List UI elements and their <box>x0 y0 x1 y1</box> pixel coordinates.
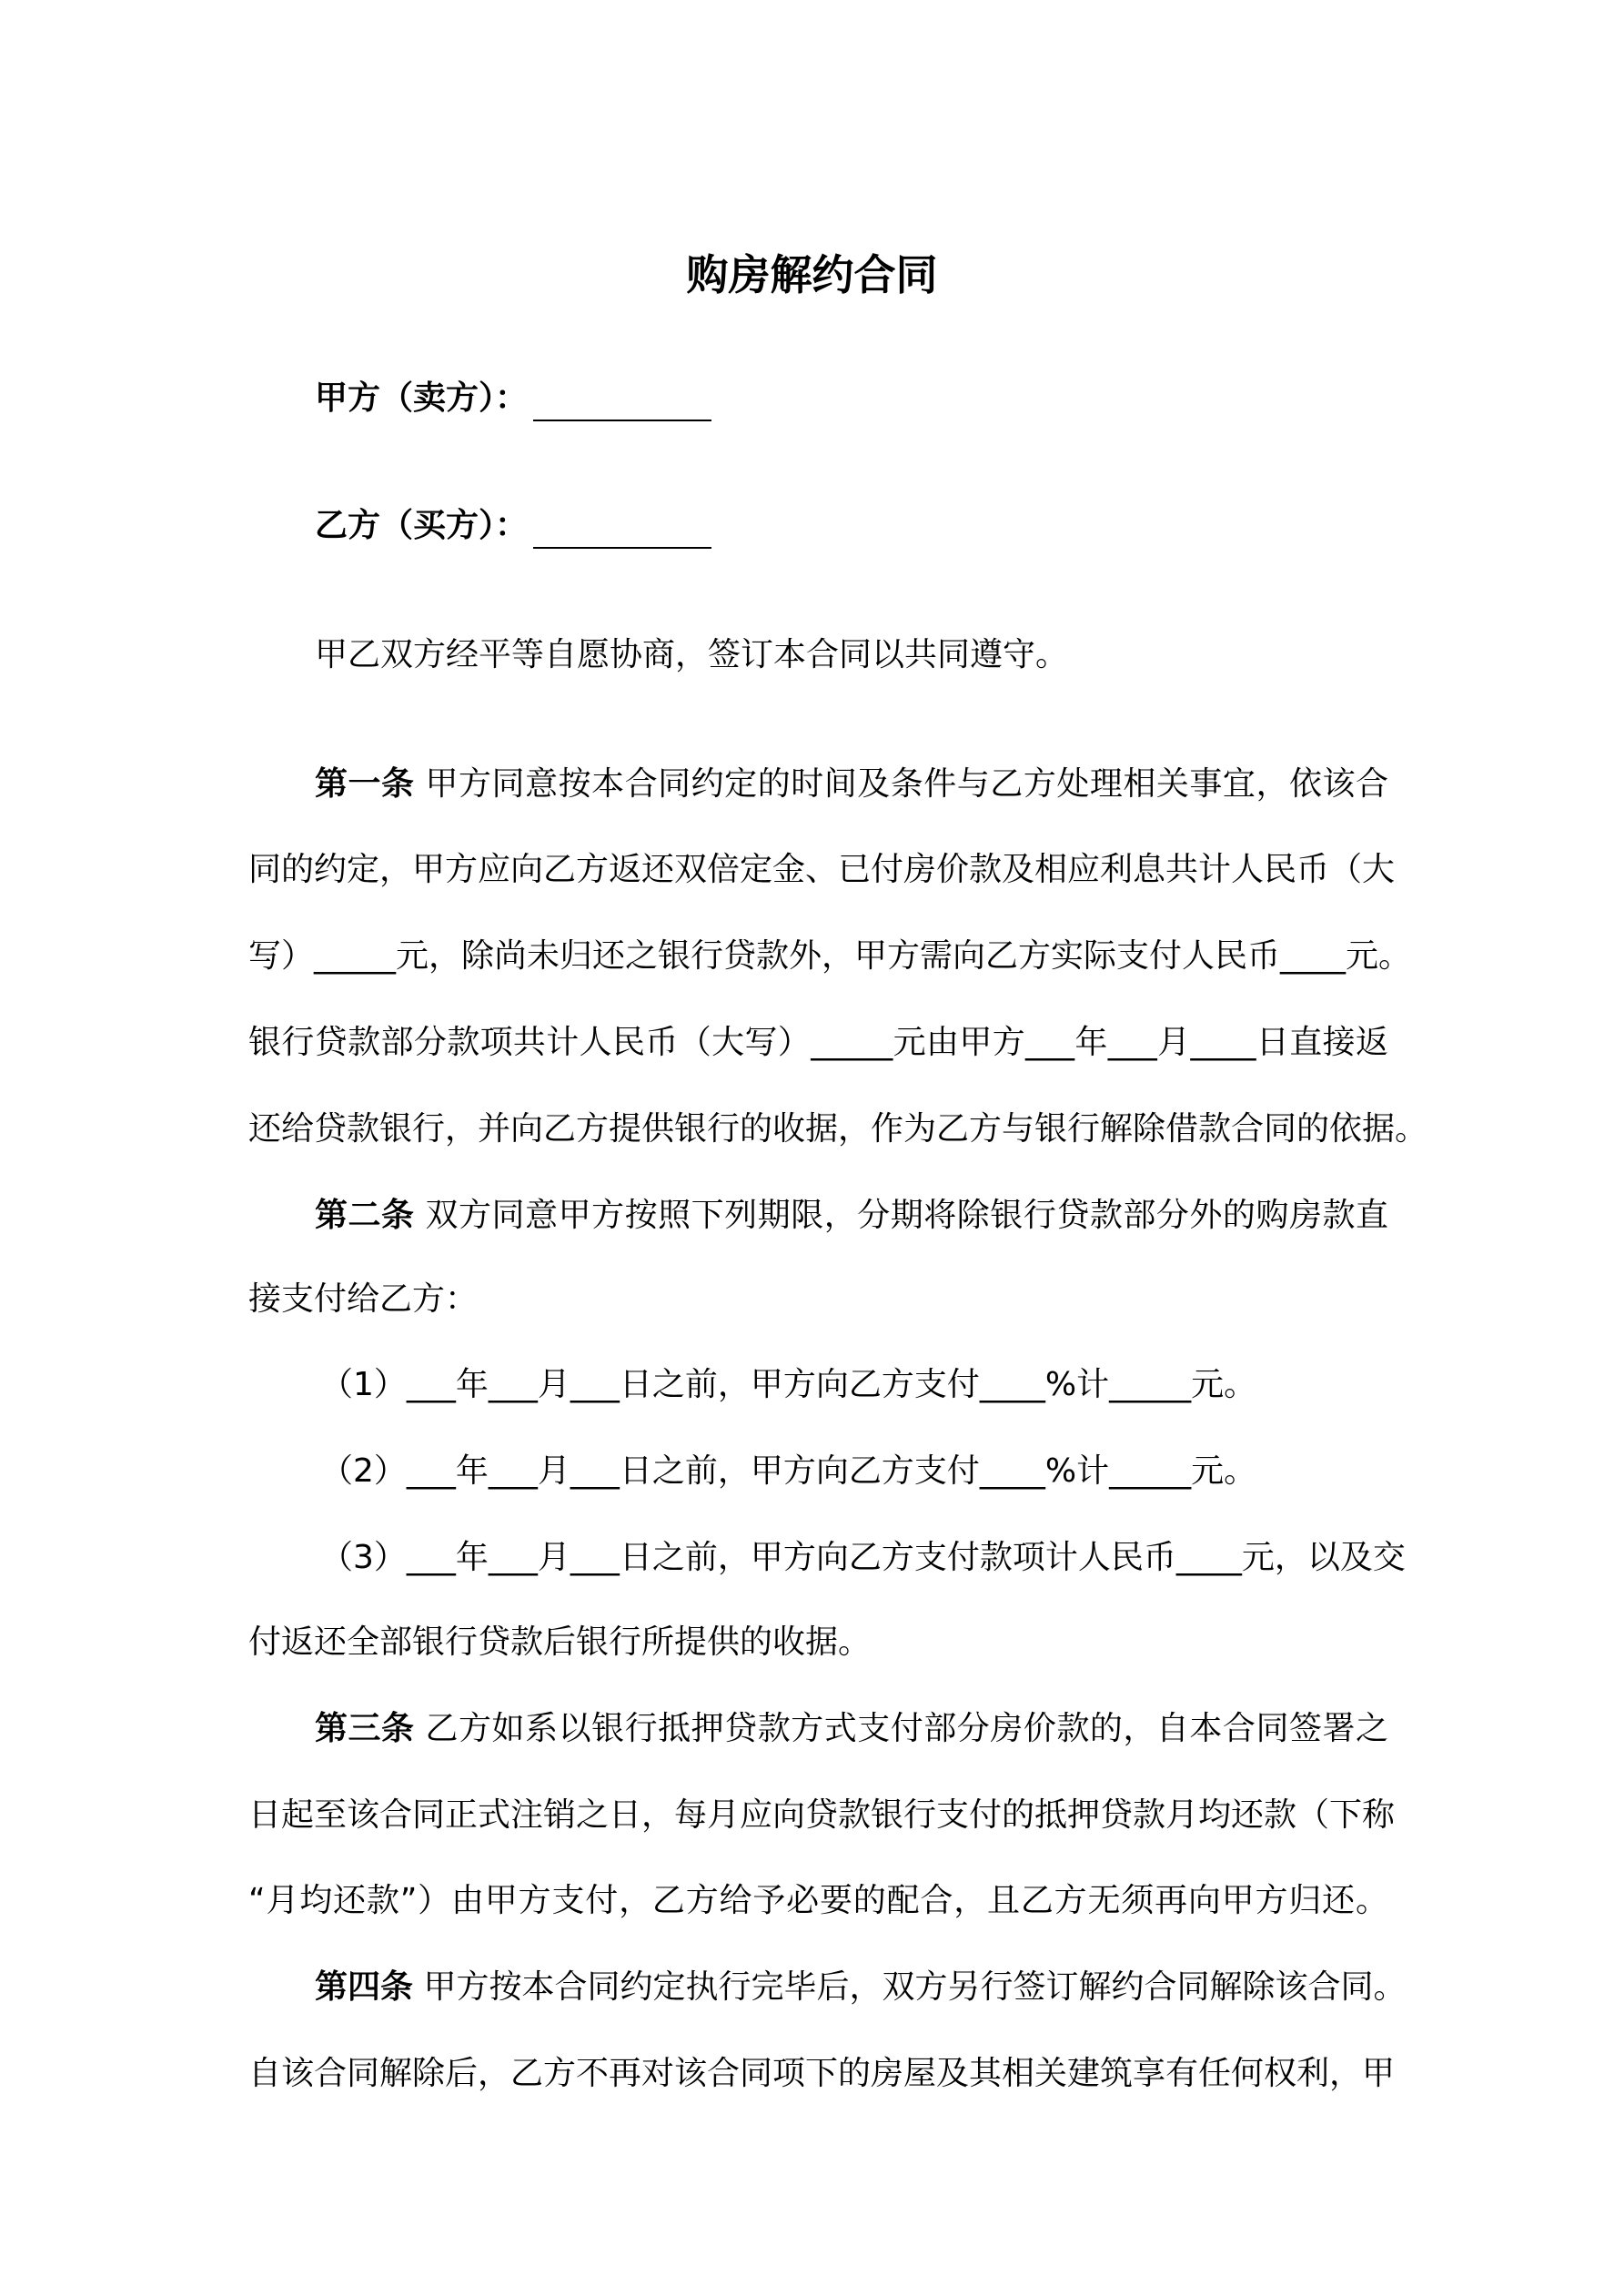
article-text: 双方同意甲方按照下列期限，分期将除银行贷款部分外的购房款直 <box>414 1197 1388 1234</box>
installment-item: （3）___年___月___日之前，甲方向乙方支付款项计人民币____元，以及交 <box>320 1539 1406 1576</box>
party-a <box>315 376 711 421</box>
article-line <box>315 1965 1407 2010</box>
article-heading: 第四条 <box>315 1968 414 2006</box>
party-a-label: 甲方（卖方）： <box>315 379 529 417</box>
article-line: 付返还全部银行贷款后银行所提供的收据。 <box>248 1623 872 1661</box>
article-line: 还给贷款银行，并向乙方提供银行的收据，作为乙方与银行解除借款合同的依据。 <box>248 1110 1428 1148</box>
article-line <box>315 1193 1388 1239</box>
article-line: “月均还款”）由甲方支付，乙方给予必要的配合，且乙方无须再向甲方归还。 <box>248 1882 1388 1919</box>
article-line: 写）_____元，除尚未归还之银行贷款外，甲方需向乙方实际支付人民币____元。 <box>248 937 1412 975</box>
article-line: 日起至该合同正式注销之日，每月应向贷款银行支付的抵押贷款月均还款（下称 <box>248 1796 1396 1834</box>
party-b-blank <box>533 511 711 549</box>
article-line: 接支付给乙方： <box>248 1280 479 1318</box>
article-heading: 第一条 <box>315 765 415 803</box>
installment-item: （1）___年___月___日之前，甲方向乙方支付____%计_____元。 <box>320 1366 1257 1403</box>
article-line <box>315 762 1388 807</box>
party-a-blank <box>533 383 711 421</box>
article-text: 乙方如系以银行抵押贷款方式支付部分房价款的，自本合同签署之 <box>414 1710 1388 1747</box>
party-b-label: 乙方（买方）： <box>315 507 529 544</box>
article-text: 甲方同意按本合同约定的时间及条件与乙方处理相关事宜，依该合 <box>414 765 1388 803</box>
article-line <box>315 1706 1388 1752</box>
installment-item: （2）___年___月___日之前，甲方向乙方支付____%计_____元。 <box>320 1452 1257 1490</box>
document-title: 购房解约合同 <box>686 250 938 299</box>
article-line: 银行贷款部分款项共计人民币（大写）_____元由甲方___年___月____日直接返 <box>248 1024 1388 1061</box>
party-b <box>315 503 711 549</box>
article-heading: 第三条 <box>315 1710 415 1747</box>
article-heading: 第二条 <box>315 1197 415 1234</box>
article-text: 甲方按本合同约定执行完毕后，双方另行签订解约合同解除该合同。 <box>413 1968 1407 2006</box>
article-line: 自该合同解除后，乙方不再对该合同项下的房屋及其相关建筑享有任何权利，甲 <box>248 2055 1396 2092</box>
intro-paragraph: 甲乙双方经平等自愿协商，签订本合同以共同遵守。 <box>315 636 1069 673</box>
article-line: 同的约定，甲方应向乙方返还双倍定金、已付房价款及相应利息共计人民币（大 <box>248 851 1396 888</box>
